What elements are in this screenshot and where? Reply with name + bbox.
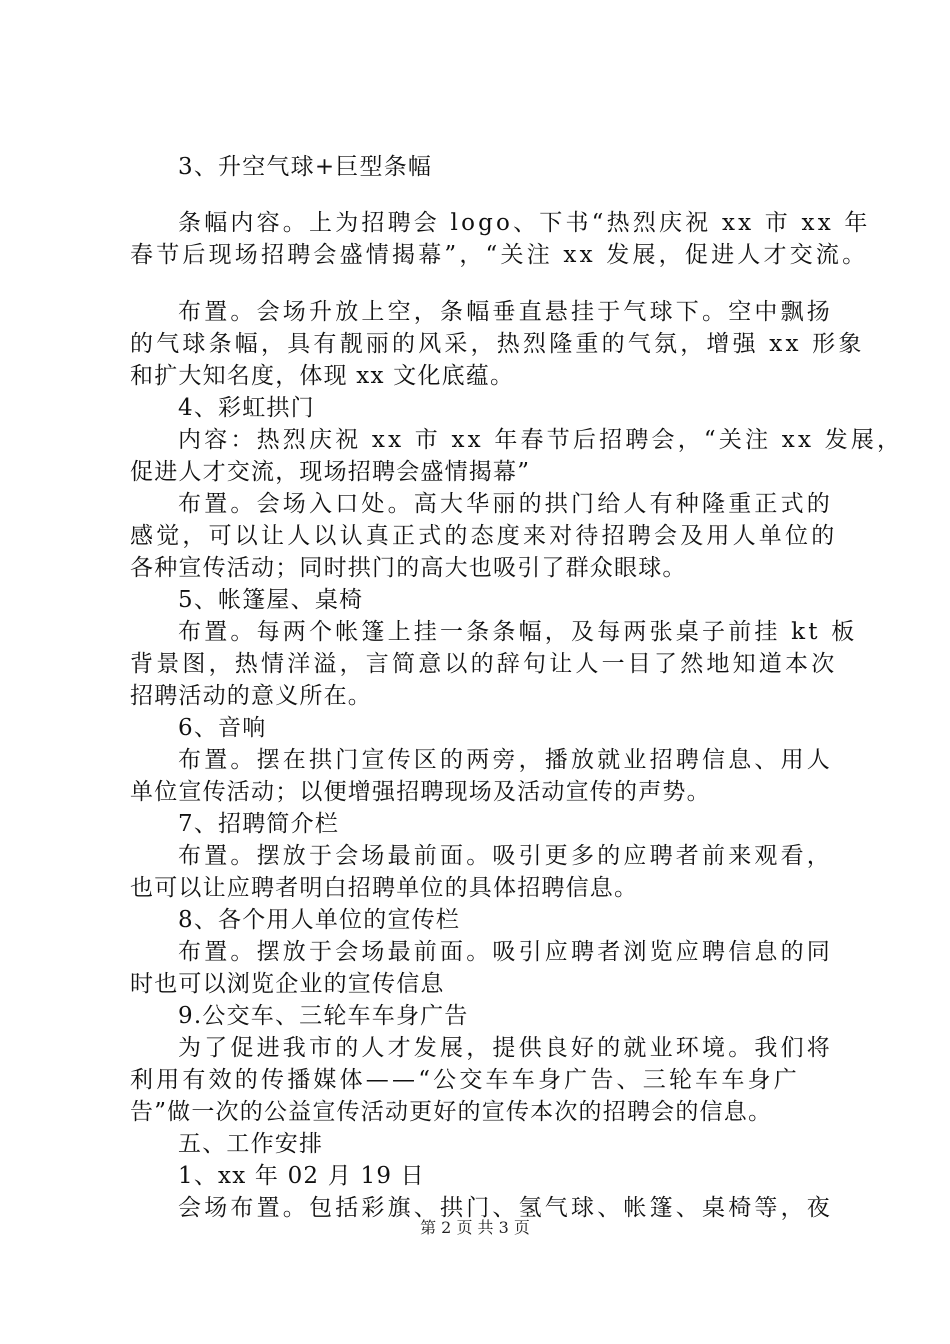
paragraph-line: 促进人才交流，现场招聘会盛情揭幕” — [130, 459, 531, 485]
page-indicator: 第 2 页 共 3 页 — [420, 1218, 530, 1237]
paragraph-line: 布置。摆放于会场最前面。吸引更多的应聘者前来观看， — [178, 843, 833, 869]
date-heading: 1、xx 年 02 月 19 日 — [178, 1163, 425, 1189]
paragraph-line: 单位宣传活动；以便增强招聘现场及活动宣传的声势。 — [130, 779, 711, 805]
paragraph-line: 布置。摆在拱门宣传区的两旁，播放就业招聘信息、用人 — [178, 747, 833, 773]
paragraph-line: 的气球条幅，具有靓丽的风采，热烈隆重的气氛，增强 xx 形象 — [130, 331, 865, 357]
heading-recruitment-board: 7、招聘简介栏 — [178, 811, 340, 837]
paragraph-line: 条幅内容。上为招聘会 logo、下书“热烈庆祝 xx 市 xx 年 — [178, 210, 871, 236]
heading-rainbow-arch: 4、彩虹拱门 — [178, 395, 315, 421]
paragraph-line: 也可以让应聘者明白招聘单位的具体招聘信息。 — [130, 875, 639, 901]
paragraph-line: 感觉，可以让人以认真正式的态度来对待招聘会及用人单位的 — [130, 523, 838, 549]
paragraph-line: 布置。会场升放上空，条幅垂直悬挂于气球下。空中飘扬 — [178, 299, 833, 325]
paragraph-line: 时也可以浏览企业的宣传信息 — [130, 971, 445, 997]
paragraph-line: 背景图，热情洋溢，言简意以的辞句让人一目了然地知道本次 — [130, 651, 838, 677]
paragraph-line: 告”做一次的公益宣传活动更好的宣传本次的招聘会的信息。 — [130, 1099, 773, 1125]
paragraph-line: 各种宣传活动；同时拱门的高大也吸引了群众眼球。 — [130, 555, 687, 581]
paragraph-line: 会场布置。包括彩旗、拱门、氢气球、帐篷、桌椅等，夜 — [178, 1195, 833, 1221]
heading-vehicle-ads: 9.公交车、三轮车车身广告 — [178, 1003, 469, 1029]
heading-work-arrangement: 五、工作安排 — [178, 1131, 324, 1157]
paragraph-line: 招聘活动的意义所在。 — [130, 683, 372, 709]
heading-employer-boards: 8、各个用人单位的宣传栏 — [178, 907, 461, 933]
paragraph-line: 布置。每两个帐篷上挂一条条幅，及每两张桌子前挂 kt 板 — [178, 619, 858, 645]
paragraph-line: 布置。会场入口处。高大华丽的拱门给人有种隆重正式的 — [178, 491, 833, 517]
paragraph-line: 利用有效的传播媒体——“公交车车身广告、三轮车车身广 — [130, 1067, 800, 1093]
paragraph-line: 和扩大知名度，体现 xx 文化底蕴。 — [130, 363, 515, 389]
paragraph-line: 内容：热烈庆祝 xx 市 xx 年春节后招聘会，“关注 xx 发展， — [178, 427, 904, 453]
heading-tent-tables: 5、帐篷屋、桌椅 — [178, 587, 364, 613]
paragraph-line: 布置。摆放于会场最前面。吸引应聘者浏览应聘信息的同 — [178, 939, 833, 965]
paragraph-line: 为了促进我市的人才发展，提供良好的就业环境。我们将 — [178, 1035, 833, 1061]
heading-audio: 6、音响 — [178, 715, 267, 741]
heading-balloon-banner: 3、升空气球+巨型条幅 — [178, 154, 433, 180]
paragraph-line: 春节后现场招聘会盛情揭幕”，“关注 xx 发展，促进人才交流。 — [130, 242, 869, 268]
